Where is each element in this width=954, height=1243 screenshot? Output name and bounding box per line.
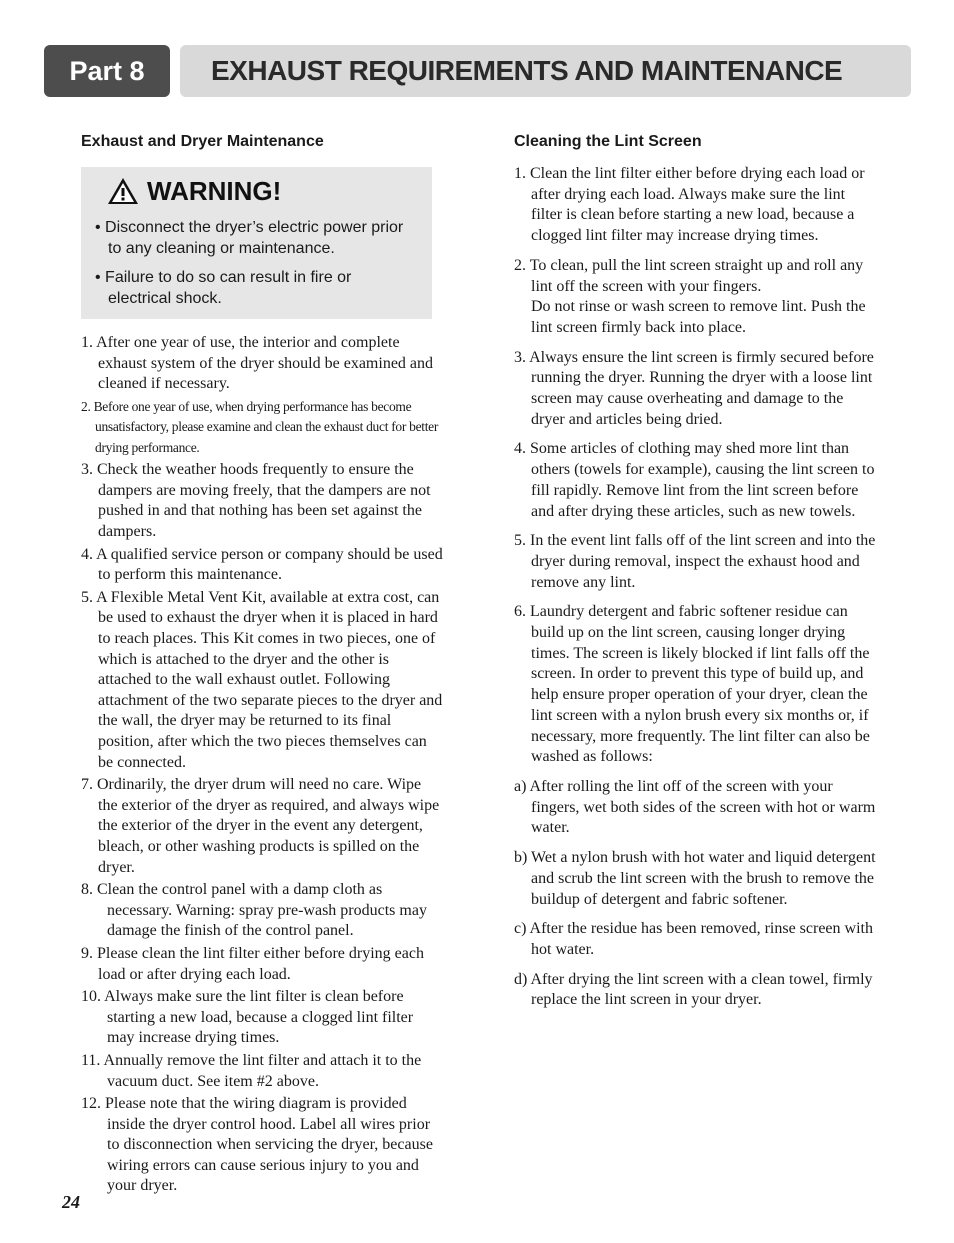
list-item: 4. A qualified service person or company should be used to perform this maintenance. [81,545,443,584]
left-column [81,130,443,1199]
warning-header [107,173,418,209]
list-item: 5. A Flexible Metal Vent Kit, available at extra cost, can be used to exhaust the dryer when it is placed in hard to reach places. This Kit comes in two pieces, one of which is attached to the dryer and the other is attached to the wall exhaust outlet. Following attachment of the two separate pieces to the dryer and the wall, the dryer may be returned to its final position, after which the two pieces themselves can be connected. [81,588,443,771]
list-item: 5. In the event lint falls off of the lint screen and into the dryer during removal, inspect the exhaust hood and remove any lint. [514,532,876,591]
list-item: 4. Some articles of clothing may shed more lint than others (towels for example), causing the lint screen to fill rapidly. Remove lint from the lint screen before and after drying these articles, such as new towels. [514,440,875,520]
page-number: 24 [62,1192,80,1212]
warning-box [81,167,432,319]
list-item: 2. Before one year of use, when drying performance has become unsatisfactory, please examine and clean the exhaust duct for better drying performance. [81,398,439,455]
list-item: 12. Please note that the wiring diagram is provided inside the dryer control hood. Label all wires prior to disconnection when servicing the dryer, because wiring errors can cause serious injury to you and your dryer. [81,1095,433,1195]
list-item-continuation: Do not rinse or wash screen to remove lint. Push the lint screen firmly back into place. [531,298,866,336]
warning-title: WARNING! [147,175,282,206]
list-item: 11. Annually remove the lint filter and attach it to the vacuum duct. See item #2 above. [81,1051,422,1090]
list-item: 3. Always ensure the lint screen is firmly secured before running the dryer. Running the dryer with a loose lint screen may cause overheating and damage to the dryer and articles being dried. [514,348,874,428]
list-item: 8. Clean the control panel with a damp cloth as necessary. Warning: spray pre-wash products may damage the finish of the control panel. [81,881,427,940]
page-title: EXHAUST REQUIREMENTS AND MAINTENANCE [211,55,843,86]
list-item: 1. After one year of use, the interior and complete exhaust system of the dryer should be examined and cleaned if necessary. [81,334,434,393]
list-item: 6. Laundry detergent and fabric softener residue can build up on the lint screen, causing longer drying times. The screen is likely blocked if lint falls off the screen. In order to prevent this type of build up, and help ensure proper operation of your dryer, clean the lint screen with a nylon brush every six months or, if necessary, more frequently. The lint filter can also be washed as follows: [514,603,870,766]
right-column [514,130,879,1020]
list-item: d) After drying the lint screen with a clean towel, firmly replace the lint screen in your dryer. [514,970,873,1009]
lint-screen-list [514,164,879,1011]
maintenance-list [81,333,443,1197]
list-item: b) Wet a nylon brush with hot water and liquid detergent and scrub the lint screen with the brush to remove the buildup of detergent and fabric softener. [514,849,876,908]
section-heading-exhaust: Exhaust and Dryer Maintenance [81,133,324,150]
warning-triangle-icon [107,177,139,205]
list-item: 9. Please clean the lint filter either before drying each load or after drying each load. [81,944,424,983]
title-bar [180,45,911,97]
list-item: a) After rolling the lint off of the screen with your fingers, wet both sides of the screen with hot or warm water. [514,777,876,837]
part-label: Part 8 [44,45,170,97]
list-item: 1. Clean the lint filter either before drying each load or after drying each load. Always make sure the lint filter is clean before starting a new load, because a clogged lint filter may increase drying times. [514,165,865,245]
warning-bullet: • Failure to do so can result in fire or electrical shock. [95,269,352,307]
list-item: 3. Check the weather hoods frequently to ensure the dampers are moving freely, that the dampers are not pushed in and that nothing has been set against the dampers. [81,461,431,541]
list-item: c) After the residue has been removed, rinse screen with hot water. [514,920,873,958]
section-heading-lint-screen: Cleaning the Lint Screen [514,133,702,150]
list-item: 10. Always make sure the lint filter is clean before starting a new load, because a clogged lint filter may increase drying times. [81,988,414,1047]
list-item: 7. Ordinarily, the dryer drum will need no care. Wipe the exterior of the dryer as required, and always wipe the exterior of the dryer in the event any detergent, bleach, or other washing products is spilled on the dryer. [81,776,440,876]
list-item: 2. To clean, pull the lint screen straight up and roll any lint off the screen with your fingers. [514,256,864,295]
warning-bullet: • Disconnect the dryer’s electric power prior to any cleaning or maintenance. [95,219,404,257]
